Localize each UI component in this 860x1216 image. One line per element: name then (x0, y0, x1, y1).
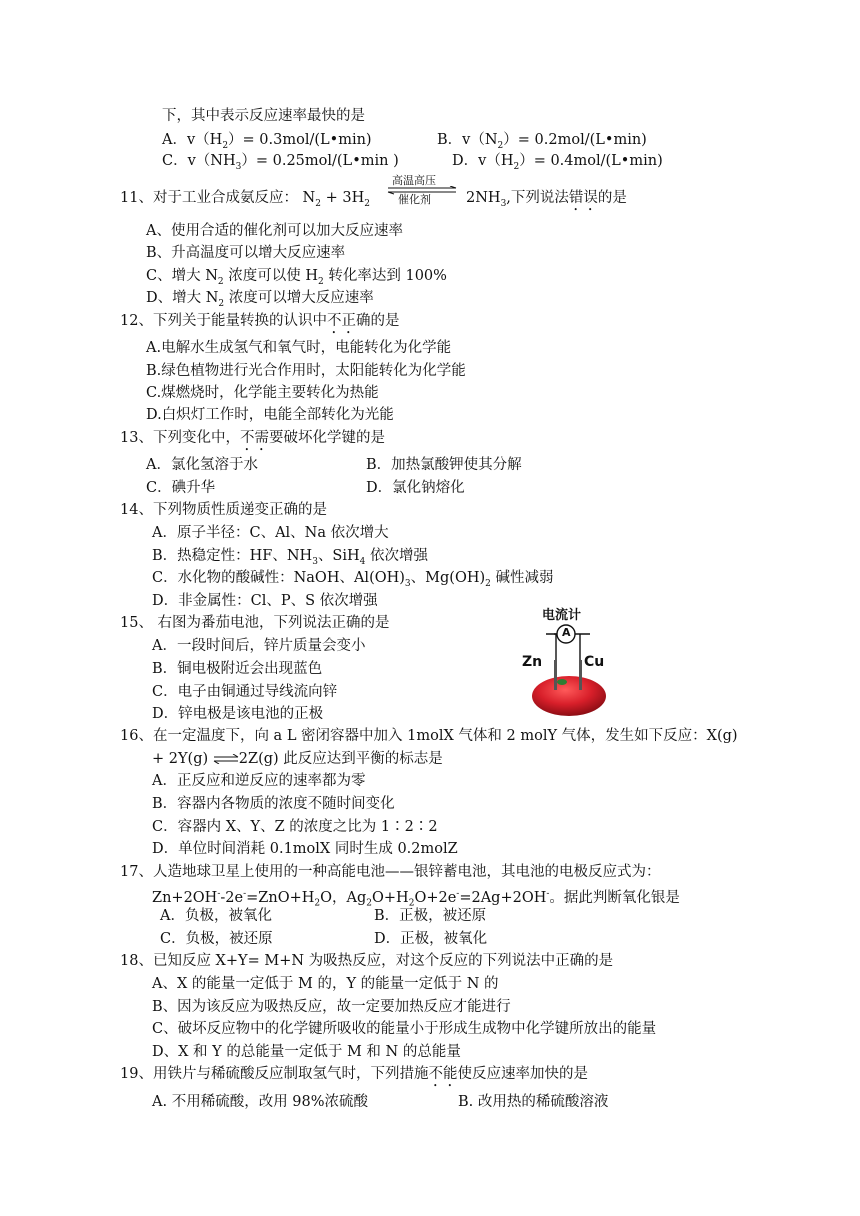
q17-option-a: A．负极，被氧化 (160, 908, 272, 924)
q11-stem-right: $2NH_3$,下列说法错误的是 (466, 190, 627, 209)
q19-stem: 19、用铁片与稀硫酸反应制取氢气时，下列措施不能使反应速率加快的是 (120, 1066, 588, 1082)
q13-option-c: C．碘升华 (146, 480, 216, 496)
q15-option-d: D．锌电极是该电池的正极 (152, 706, 324, 722)
q15-option-a: A．一段时间后，锌片质量会变小 (152, 638, 366, 654)
q17-option-d: D．正极，被氧化 (374, 931, 488, 947)
q13-option-a: A．氯化氢溶于水 (146, 457, 258, 473)
q19-option-b: B. 改用热的稀硫酸溶液 (458, 1094, 609, 1110)
q11-option-b: B、升高温度可以增大反应速率 (146, 245, 346, 261)
q16-option-c: C．容器内 X、Y、Z 的浓度之比为 1∶2∶2 (152, 819, 438, 835)
q11-arrow-condition-top: 高温高压 (392, 174, 436, 187)
q14-option-a: A．原子半径：C、Al、Na 依次增大 (152, 525, 389, 541)
q12-option-c: C.煤燃烧时，化学能主要转化为热能 (146, 385, 379, 401)
q11-option-a: A、使用合适的催化剂可以加大反应速率 (146, 223, 403, 239)
q18-option-d: D、X 和 Y 的总能量一定低于 M 和 N 的总能量 (152, 1044, 461, 1060)
q17-electrode-equations: $Zn+2OH^--2e^-=ZnO+H_2O$，$Ag_2O+H_2O+2e^-=2Ag+2OH^-$。据此判断氧化银是 (152, 889, 680, 909)
q18-option-a: A、X 的能量一定低于 M 的，Y 的能量一定低于 N 的 (152, 976, 499, 992)
q11-option-c: C、增大 $N_2$ 浓度可以使 $H_2$ 转化率达到 100% (146, 268, 447, 287)
q13-option-d: D．氯化钠熔化 (366, 480, 465, 496)
q14-stem: 14、下列物质性质递变正确的是 (120, 502, 327, 518)
q17-stem-line1: 17、人造地球卫星上使用的一种高能电池——银锌蓄电池，其电池的电极反应式为： (120, 864, 661, 880)
q18-stem: 18、已知反应 X+Y= M+N 为吸热反应，对这个反应的下列说法中正确的是 (120, 953, 614, 969)
q10-stem-tail: 下，其中表示反应速率最快的是 (162, 108, 365, 124)
q17-option-c: C．负极，被还原 (160, 931, 273, 947)
q16-option-a: A．正反应和逆反应的速率都为零 (152, 773, 366, 789)
q14-option-c: C．水化物的酸碱性：NaOH、$Al(OH)_3$、$Mg(OH)_2$ 碱性减弱 (152, 570, 554, 589)
q13-option-b: B．加热氯酸钾使其分解 (366, 457, 522, 473)
q19-option-a: A. 不用稀硫酸，改用 98%浓硫酸 (152, 1094, 369, 1110)
q11-option-d: D、增大 $N_2$ 浓度可以增大反应速率 (146, 290, 374, 309)
equilibrium-arrow-icon (213, 754, 239, 764)
q11-reaction-arrow (384, 172, 460, 206)
q16-stem-line1: 16、在一定温度下，向 a L 密闭容器中加入 1molX 气体和 2 molY 气体，发生如下反应：X(g) (120, 728, 738, 744)
tomato-battery-figure (518, 600, 628, 720)
q16-option-d: D．单位时间消耗 0.1molX 同时生成 0.2molZ (152, 841, 458, 857)
q12-stem: 12、下列关于能量转换的认识中不正确的是 (120, 313, 400, 329)
q16-stem-line2: + 2Y(g) 2Z(g) 此反应达到平衡的标志是 (152, 751, 443, 767)
q12-option-d: D.白炽灯工作时，电能全部转化为光能 (146, 407, 394, 423)
cu-electrode-label: Cu (584, 654, 605, 670)
ammeter-symbol: A (562, 626, 571, 639)
q18-option-c: C、破坏反应物中的化学键所吸收的能量小于形成生成物中化学键所放出的能量 (152, 1021, 657, 1037)
q10-option-c: C．$v(NH_3)=$ 0.25mol/(L•min ) (162, 153, 399, 172)
q13-stem: 13、下列变化中，不需要破坏化学键的是 (120, 430, 385, 446)
q10-option-d: D．$v(H_2)=$ 0.4mol/(L•min) (452, 153, 663, 172)
q14-option-d: D．非金属性：Cl、P、S 依次增强 (152, 593, 378, 609)
q18-option-b: B、因为该反应为吸热反应，故一定要加热反应才能进行 (152, 999, 511, 1015)
q15-option-b: B．铜电极附近会出现蓝色 (152, 661, 323, 677)
q12-option-a: A.电解水生成氢气和氧气时，电能转化为化学能 (146, 340, 452, 356)
q15-option-c: C．电子由铜通过导线流向锌 (152, 684, 338, 700)
q17-option-b: B．正极，被还原 (374, 908, 487, 924)
q14-option-b: B．热稳定性：HF、$NH_3$、SiH$_4$ 依次增强 (152, 548, 428, 567)
q16-option-b: B．容器内各物质的浓度不随时间变化 (152, 796, 395, 812)
ammeter-label: 电流计 (542, 608, 582, 623)
q15-stem: 15、 右图为番茄电池，下列说法正确的是 (120, 615, 390, 631)
zn-electrode-label: Zn (522, 654, 543, 670)
q10-option-a: A．$v(H_2)=$ 0.3mol/(L•min) (162, 132, 372, 151)
q12-option-b: B.绿色植物进行光合作用时，太阳能转化为化学能 (146, 363, 466, 379)
q10-option-b: B．$v(N_2)=$ 0.2mol/(L•min) (437, 132, 647, 151)
q11-arrow-condition-bottom: 催化剂 (398, 193, 431, 206)
q11-stem-left: 11、对于工业合成氨反应： $N_2 + 3H_2$ (120, 190, 370, 209)
